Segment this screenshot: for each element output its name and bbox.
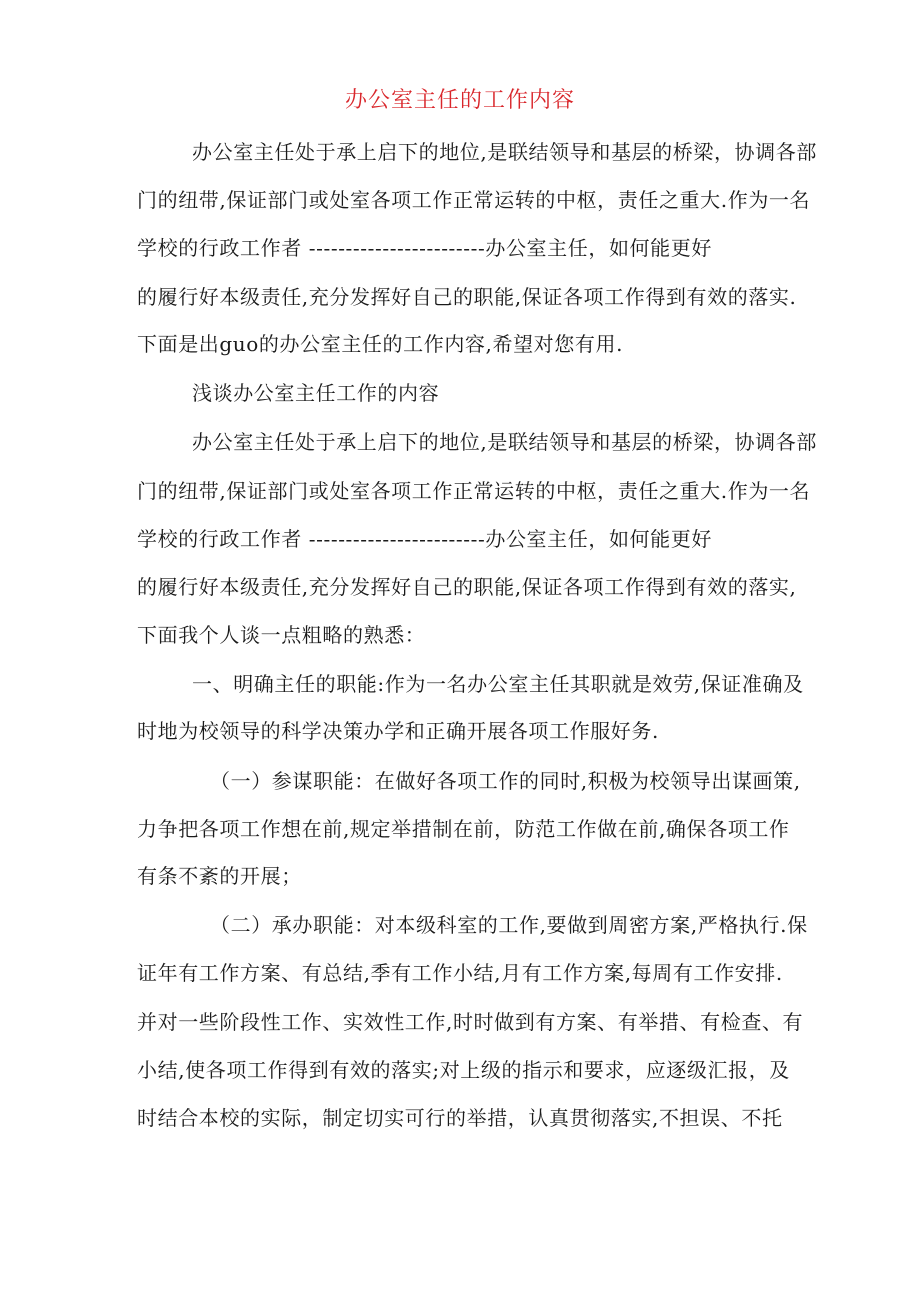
text-line: （二）承办职能：对本级科室的工作,要做到周密方案,严格执行.保	[210, 913, 808, 937]
text-line: 学校的行政工作者 ------------------------办公室主任，如何能更好	[137, 236, 712, 260]
text-line: 办公室主任处于承上启下的地位,是联结领导和基层的桥梁，协调各部	[192, 430, 817, 454]
text-line: 下面我个人谈一点粗略的熟悉：	[137, 623, 426, 647]
text-line: 力争把各项工作想在前,规定举措制在前，防范工作做在前,确保各项工作	[137, 817, 790, 841]
text-line: 时结合本校的实际，制定切实可行的举措，认真贯彻落实,不担误、不托	[137, 1106, 783, 1130]
text-line: 的履行好本级责任,充分发挥好自己的职能,保证各项工作得到有效的落实.	[137, 285, 797, 309]
text-line: 下面是出guo的办公室主任的工作内容,希望对您有用.	[137, 332, 624, 356]
text-line: （一）参谋职能：在做好各项工作的同时,积极为校领导出谋画策,	[210, 769, 801, 793]
text-line: 的履行好本级责任,充分发挥好自己的职能,保证各项工作得到有效的落实,	[137, 575, 797, 599]
text-line: 小结,使各项工作得到有效的落实;对上级的指示和要求，应逐级汇报，及	[137, 1058, 790, 1082]
text-line: 门的纽带,保证部门或处室各项工作正常运转的中枢，责任之重大.作为一名	[137, 479, 811, 503]
text-line: 门的纽带,保证部门或处室各项工作正常运转的中枢，责任之重大.作为一名	[137, 188, 811, 212]
text-line: 有条不紊的开展；	[137, 864, 302, 888]
text-line: 学校的行政工作者 ------------------------办公室主任，如何能更好	[137, 527, 712, 551]
document-title: 办公室主任的工作内容	[344, 88, 575, 113]
text-line: 一、明确主任的职能:作为一名办公室主任其职就是效劳,保证准确及	[192, 672, 804, 696]
text-line: 并对一些阶段性工作、实效性工作,时时做到有方案、有举措、有检查、有	[137, 1010, 804, 1034]
section-heading: 浅谈办公室主任工作的内容	[192, 381, 440, 405]
text-line: 时地为校领导的科学决策办学和正确开展各项工作服好务.	[137, 719, 659, 743]
text-line: 办公室主任处于承上启下的地位,是联结领导和基层的桥梁，协调各部	[192, 140, 817, 164]
text-line: 证年有工作方案、有总结,季有工作小结,月有工作方案,每周有工作安排.	[137, 961, 783, 985]
